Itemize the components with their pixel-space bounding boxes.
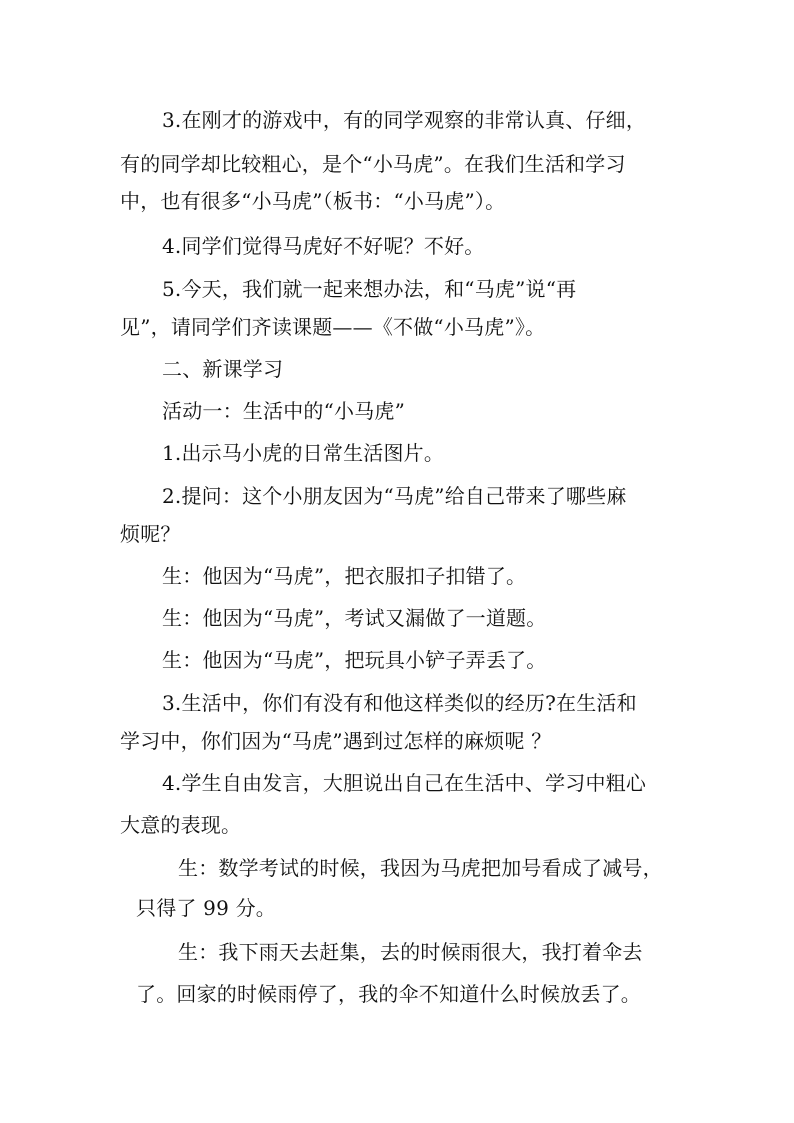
text-line-5: 5.今天，我们就一起来想办法，和“马虎”说“再 bbox=[162, 277, 577, 301]
section-heading: 二、新课学习 bbox=[162, 357, 284, 381]
text-line-10: 2.提问：这个小朋友因为“马虎”给自己带来了哪些麻 bbox=[162, 484, 627, 508]
text-line-2: 有的同学却比较粗心，是个“小马虎”。在我们生活和学习 bbox=[120, 152, 626, 176]
text-line-19: 生：数学考试的时候，我因为马虎把加号看成了减号， bbox=[178, 856, 663, 880]
text-line-3: 中，也有很多“小马虎”（板书：“小马虎”）。 bbox=[120, 189, 506, 213]
text-line-14: 生：他因为“马虎”，把玩具小铲子弄丢了。 bbox=[162, 648, 547, 672]
text-line-21: 生：我下雨天去赶集，去的时候雨很大，我打着伞去 bbox=[178, 940, 643, 964]
text-line-6: 见”，请同学们齐读课题——《不做“小马虎”》。 bbox=[120, 315, 546, 339]
text-line-1: 3.在刚才的游戏中，有的同学观察的非常认真、仔细， bbox=[162, 108, 647, 132]
text-line-12: 生：他因为“马虎”，把衣服扣子扣错了。 bbox=[162, 564, 527, 588]
text-line-18: 大意的表现。 bbox=[120, 813, 242, 837]
text-line-20: 只得了 99 分。 bbox=[136, 896, 276, 920]
text-line-11: 烦呢？ bbox=[120, 522, 181, 546]
text-line-16: 学习中，你们因为“马虎”遇到过怎样的麻烦呢 ？ bbox=[120, 729, 552, 753]
text-line-4: 4.同学们觉得马虎好不好呢？不好。 bbox=[162, 234, 485, 258]
activity-heading: 活动一：生活中的“小马虎” bbox=[162, 399, 406, 423]
text-line-17: 4.学生自由发言，大胆说出自己在生活中、学习中粗心 bbox=[162, 771, 647, 795]
text-line-15: 3.生活中，你们有没有和他这样类似的经历?在生活和 bbox=[162, 691, 637, 715]
text-line-22: 了。回家的时候雨停了，我的伞不知道什么时候放丢了。 bbox=[136, 982, 641, 1006]
text-line-13: 生：他因为“马虎”，考试又漏做了一道题。 bbox=[162, 606, 547, 630]
text-line-9: 1.出示马小虎的日常生活图片。 bbox=[162, 441, 445, 465]
